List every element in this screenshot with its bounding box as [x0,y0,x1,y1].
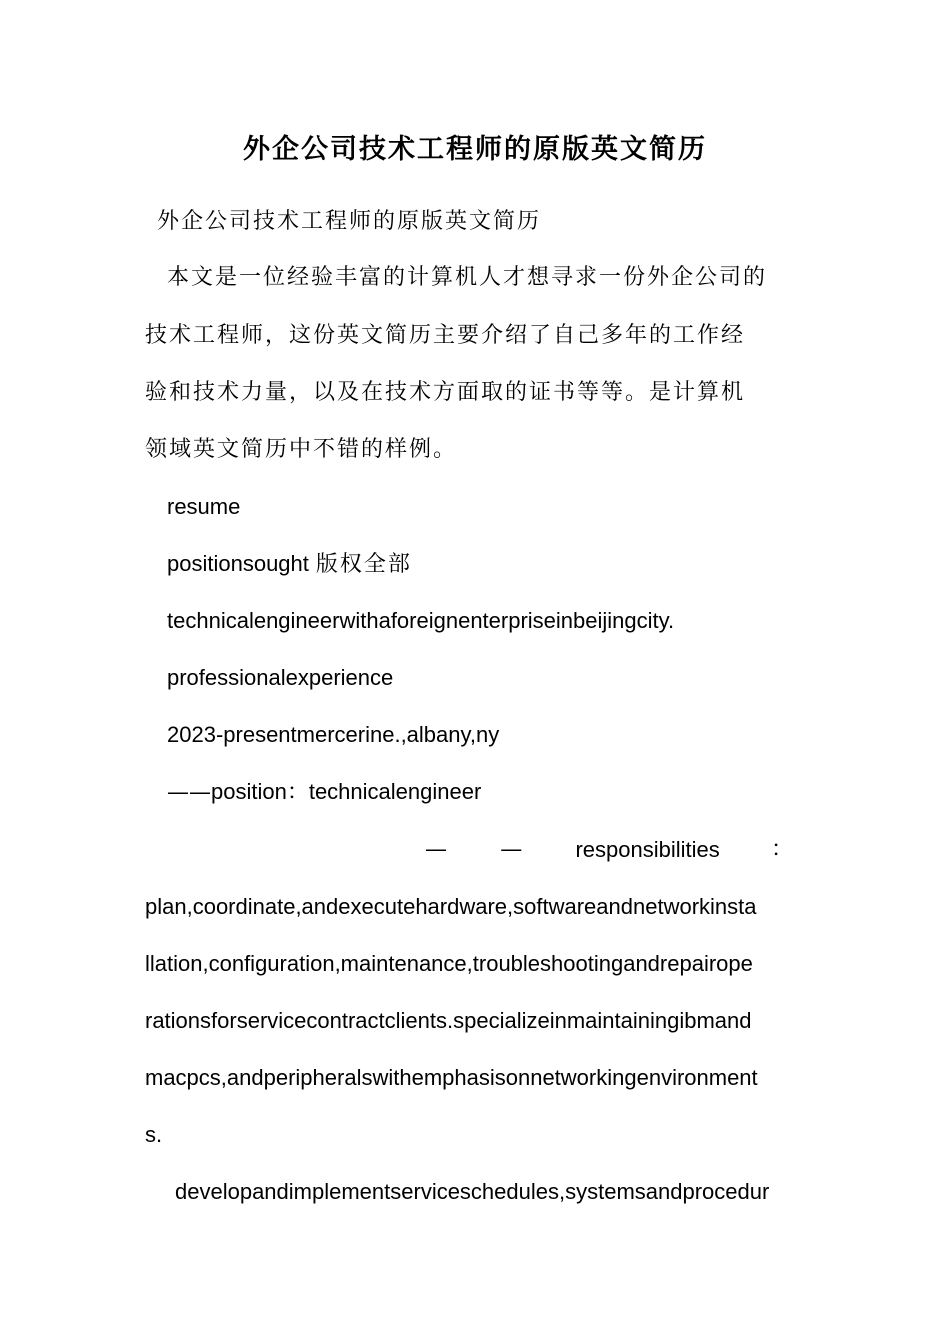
develop-line: developandimplementserviceschedules,systemsandprocedur [175,1179,770,1204]
intro-line-3: 验和技术力量，以及在技术方面取的证书等等。是计算机 [145,380,746,405]
position-sought-note: 版权全部 [315,552,412,577]
resp-line-1: plan,coordinate,andexecutehardware,softwareandnetworkinsta [145,894,757,919]
resp-dash-2: — [500,837,525,862]
position-line [167,772,829,813]
responsibilities-heading [425,830,795,870]
document-title: 外企公司技术工程师的原版英文简历 [243,134,707,165]
position-sought [167,544,829,585]
position-dashes: —— [167,780,211,805]
intro-line-1: 本文是一位经验丰富的计算机人才想寻求一份外企公司的 [167,265,768,290]
resp-dash-1: — [425,837,449,862]
employment-line: 2023-presentmercerine.,albany,ny [167,722,500,747]
resp-colon: ： [770,837,795,862]
resume-label: resume [167,494,241,519]
objective-text: technicalengineerwithaforeignenterpriseinbeijingcity. [167,608,675,633]
resp-line-3: rationsforservicecontractclients.specializeinmaintainingibmand [145,1008,752,1033]
intro-line-2: 技术工程师，这份英文简历主要介绍了自己多年的工作经 [145,323,746,348]
document-subtitle: 外企公司技术工程师的原版英文简历 [157,209,542,234]
intro-line-4: 领域英文简历中不错的样例。 [145,437,458,462]
resp-line-2: llation,configuration,maintenance,troubleshootingandrepairope [145,951,753,976]
resp-line-5: s. [145,1122,163,1147]
resp-line-4: macpcs,andperipheralswithemphasisonnetworkingenvironment [145,1065,758,1090]
position-text: position：technicalengineer [211,779,482,804]
section-heading: professionalexperience [167,665,394,690]
resp-word: responsibilities [575,837,720,862]
position-sought-label: positionsought [167,551,309,576]
